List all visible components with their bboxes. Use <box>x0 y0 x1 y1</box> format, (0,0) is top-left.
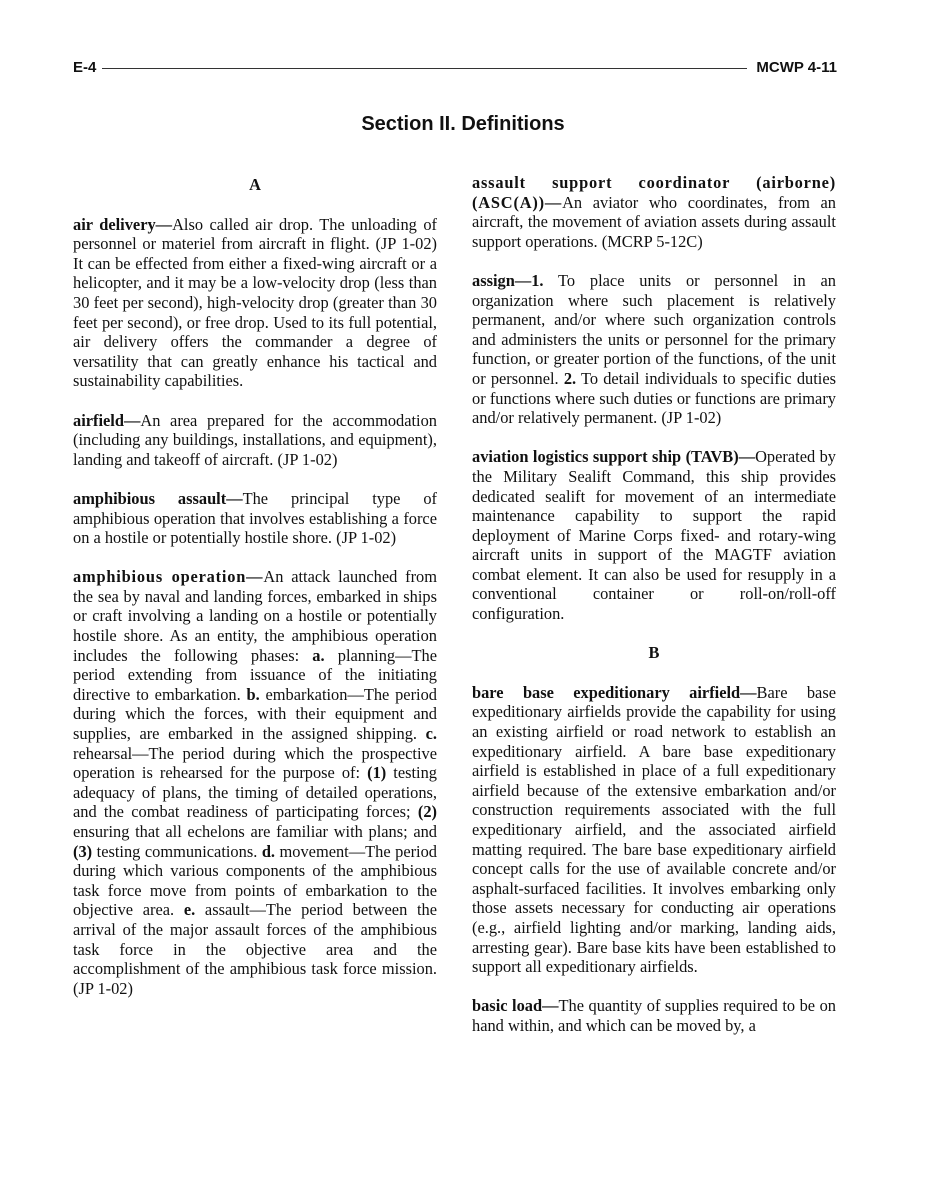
term-assault-support-coordinator: assault support coordinator (airborne) (ASC(A))— <box>472 173 836 212</box>
sense-label-2: 2. <box>563 368 577 388</box>
definition-text: An area prepared for the accommodation (including any buildings, installations, and equipment), landing and takeoff of aircraft. (JP 1-02) <box>73 410 437 469</box>
phase-label-a: a. <box>312 645 325 665</box>
definition-amphibious-operation <box>73 567 437 998</box>
item-text-1: testing adequacy of plans, the timing of detailed operations, and the combat readiness of participating forces; <box>73 763 437 822</box>
definition-text: Bare base expeditionary airfields provide the capability for using an existing airfield or road network to establish an expeditionary airfield. A bare base expeditionary airfield is established in place of a full expeditionary airfield because of the extensive embarkation and/or construction requirements associated with the full expeditionary airfield, and the associated airfield matting required. The bare base expeditionary airfield concept calls for the use of available concrete and/or asphalt-surfaced facilities. It involves embarking only those assets necessary for conducting air operations (e.g., airfield lighting and/or marking, landing aids, arresting gear). Bare base kits have been established to support all expeditionary airfields. <box>472 682 836 977</box>
definition-tavb <box>472 447 836 623</box>
definition-assign <box>472 271 836 428</box>
letter-heading-a: A <box>249 175 261 194</box>
definition-text: Also called air drop. The unloading of personnel or materiel from aircraft in flight. (JP 1-02) It can be effected from either a fixed-wing aircraft or a helicopter, and it may be a low-velocity drop (less than 30 feet per second), high-velocity drop (greater than 30 feet per second), or free drop. Used to its full potential, air delivery offers the commander a degree of versatility that can greatly enhance his tactical and sustainability capabilities. <box>73 214 437 391</box>
publication-id: MCWP 4-11 <box>750 59 837 76</box>
definition-basic-load <box>472 996 836 1035</box>
header-rule <box>101 68 747 69</box>
left-column <box>73 173 437 1018</box>
term-assign: assign— <box>472 270 532 290</box>
item-label-3: (3) <box>73 841 93 861</box>
definition-text: An attack launched from the sea by naval and landing forces, embarked in ships or craft involving a landing on a hostile or potentially hostile shore. As an entity, the amphibious operation includes the following phases: <box>73 567 437 665</box>
term-tavb: aviation logistics support ship (TAVB)— <box>472 447 756 467</box>
definition-text: An aviator who coordinates, from an aircraft, the movement of aviation assets during assault support operations. (MCRP 5-12C) <box>472 192 836 251</box>
sense-label-1: 1. <box>531 270 544 290</box>
phase-label-b: b. <box>246 684 260 704</box>
term-amphibious-operation: amphibious operation— <box>73 567 264 587</box>
phase-text-e: assault—The period between the arrival of the major assault forces of the amphibious task force in the objective area and the accomplishment of the amphibious task force mission. (JP 1-02) <box>73 900 437 998</box>
item-text-2: ensuring that all echelons are familiar with plans; and <box>73 822 437 841</box>
item-label-1: (1) <box>367 763 387 783</box>
phase-label-c: c. <box>425 724 437 744</box>
term-amphibious-assault: amphibious assault— <box>73 488 243 508</box>
letter-heading-b: B <box>648 643 660 663</box>
definition-text: The principal type of amphibious operation that involves establishing a force on a hostile or potentially hostile shore. (JP 1-02) <box>73 488 437 548</box>
phase-label-e: e. <box>183 900 196 920</box>
term-bare-base: bare base expeditionary airfield— <box>472 682 757 702</box>
phase-text-d: movement—The period during which various components of the amphibious task force move from points of embarkation to the objective area. <box>73 841 437 920</box>
definition-bare-base <box>472 683 836 977</box>
definition-air-delivery <box>73 215 437 391</box>
definition-airfield <box>73 411 437 470</box>
section-title: Section II. Definitions <box>361 113 565 135</box>
page-header <box>73 59 837 79</box>
phase-text-a: planning—The period extending from issuance of the initiating directive to embarkation. <box>73 645 437 704</box>
definition-text: The quantity of supplies required to be on hand within, and which can be moved by, a <box>472 996 836 1035</box>
term-basic-load: basic load— <box>472 996 559 1016</box>
term-air-delivery: air delivery— <box>73 214 173 234</box>
sense-text-1: To place units or personnel in an organization where such placement is relatively permanent, and/or where such organization controls and administers the units or personnel for the primary function, or greater portion of the functions, of the unit or personnel. <box>472 270 836 388</box>
phase-label-d: d. <box>261 841 276 861</box>
phase-text-b: embarkation—The period during which the forces, with their equipment and supplies, are embarked in the assigned shipping. <box>73 684 437 744</box>
sense-text-2: To detail individuals to specific duties or functions where such duties or functions are primary and/or relatively permanent. (JP 1-02) <box>472 368 836 428</box>
definition-assault-support-coordinator <box>472 173 836 251</box>
item-label-2: (2) <box>417 802 437 822</box>
phase-text-c: rehearsal—The period during which the prospective operation is rehearsed for the purpose of: <box>73 743 437 783</box>
term-airfield: airfield— <box>73 410 141 430</box>
definition-text: Operated by the Military Sealift Command, this ship provides dedicated sealift for movement of an intermediate maintenance capability to support the rapid deployment of Marine Corps fixed- and rotary-wing aircraft units in support of the MAGTF aviation combat element. It can also be used for resupply in a conventional container or roll-on/roll-off configuration. <box>472 447 836 624</box>
page-number: E-4 <box>73 59 102 76</box>
item-text-3: testing communications. <box>92 841 262 861</box>
definition-amphibious-assault <box>73 489 437 548</box>
right-column <box>472 173 836 1055</box>
